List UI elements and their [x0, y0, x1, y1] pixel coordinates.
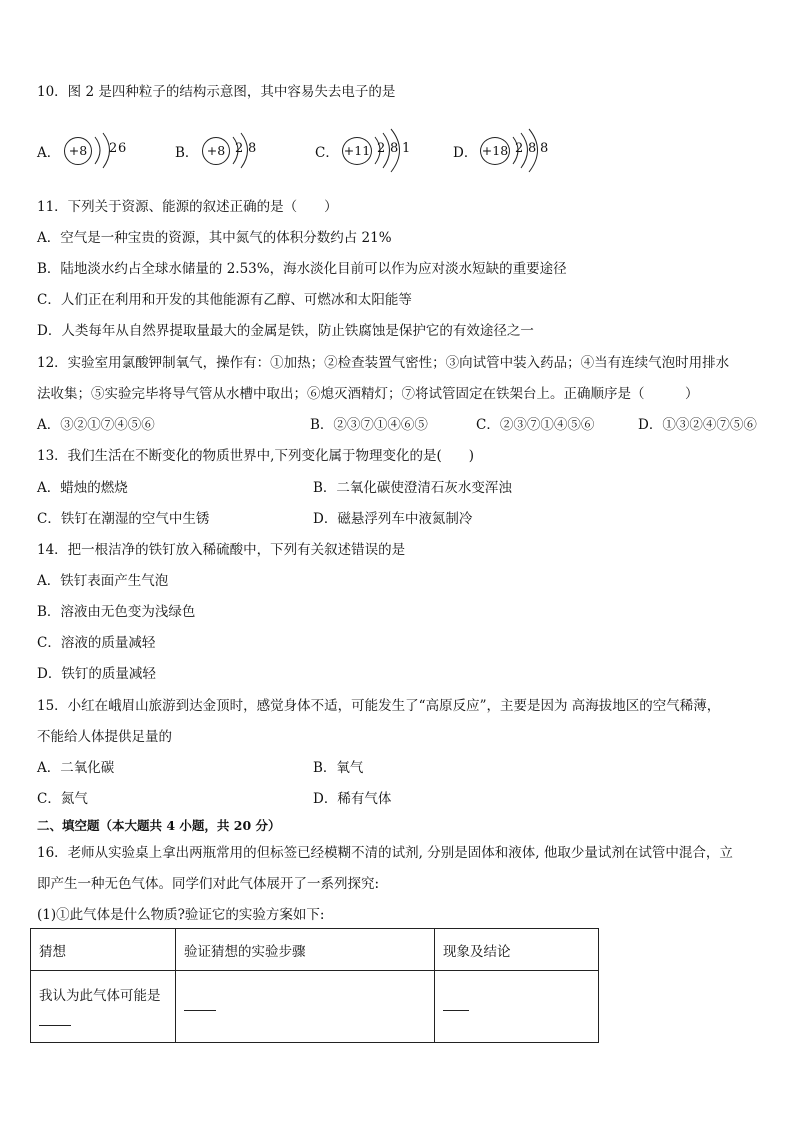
q12-option-a: A．③②①⑦④⑤⑥ [37, 417, 155, 433]
q11-option-d: D．人类每年从自然界提取量最大的金属是铁，防止铁腐蚀是保护它的有效途径之一 [37, 323, 534, 339]
table-row [31, 971, 599, 1043]
q10-stem: 10．图 2 是四种粒子的结构示意图，其中容易失去电子的是 [37, 84, 396, 100]
electron-count: 2 [235, 141, 244, 156]
guess-text: 我认为此气体可能是 [39, 987, 161, 1004]
q11-stem: 11．下列关于资源、能源的叙述正确的是（ ） [37, 199, 338, 215]
electron-count: 8 [248, 141, 257, 156]
answer-blank[interactable] [184, 1000, 216, 1011]
q15-option-a: A．二氧化碳 [37, 760, 115, 776]
experiment-table [30, 928, 599, 1043]
q15-stem-line2: 不能给人体提供足量的 [37, 729, 172, 745]
atom-diagram-c [315, 128, 445, 174]
q13-option-c: C．铁钉在潮湿的空气中生锈 [37, 511, 210, 527]
option-label: B． [175, 145, 199, 161]
nucleus: +18 [480, 137, 510, 165]
atom-diagram-d [453, 128, 583, 174]
electron-count: 8 [390, 141, 399, 156]
q14-option-b: B．溶液由无色变为浅绿色 [37, 604, 196, 620]
electron-count: 8 [540, 141, 549, 156]
electron-count: 2 [515, 141, 524, 156]
q15-option-d: D．稀有气体 [313, 791, 392, 807]
electron-shell-arcs [37, 128, 167, 174]
q13-option-d: D．磁悬浮列车中液氮制冷 [313, 511, 473, 527]
q16-stem-line2: 即产生一种无色气体。同学们对此气体展开了一系列探究: [37, 876, 380, 892]
q13-option-b: B．二氧化碳使澄清石灰水变浑浊 [313, 480, 512, 496]
nucleus: +8 [64, 137, 92, 165]
q13-option-a: A．蜡烛的燃烧 [37, 480, 128, 496]
answer-blank[interactable] [443, 1000, 469, 1011]
nucleus: +8 [202, 137, 230, 165]
q15-option-c: C．氮气 [37, 791, 88, 807]
section-heading: 二、填空题（本大题共 4 小题，共 20 分） [37, 818, 281, 833]
q16-sub1: (1)①此气体是什么物质?验证它的实验方案如下: [37, 907, 325, 923]
q14-stem: 14．把一根洁净的铁钉放入稀硫酸中，下列有关叙述错误的是 [37, 542, 406, 558]
atom-diagram-b [175, 128, 305, 174]
q16-stem-line1: 16．老师从实验桌上拿出两瓶常用的但标签已经模糊不清的试剂, 分别是固体和液体, 他取少量试剂在试管中混合，立 [37, 845, 733, 861]
table-cell [176, 971, 435, 1043]
q15-stem-line1: 15．小红在峨眉山旅游到达金顶时，感觉身体不适，可能发生了“高原反应”，主要是因为 高海拔地区的空气稀薄， [37, 698, 721, 714]
q14-option-a: A．铁钉表面产生气泡 [37, 573, 169, 589]
q12-stem-line2: 法收集；⑤实验完毕将导气管从水槽中取出；⑥熄灭酒精灯；⑦将试管固定在铁架台上。正确顺序是（ ） [37, 386, 699, 402]
table-cell [435, 971, 599, 1043]
answer-blank[interactable] [39, 1015, 71, 1026]
q11-option-a: A．空气是一种宝贵的资源，其中氮气的体积分数约占 21% [37, 230, 392, 246]
table-header: 现象及结论 [435, 929, 599, 971]
option-label: D． [453, 145, 478, 161]
q13-stem: 13．我们生活在不断变化的物质世界中,下列变化属于物理变化的是( ) [37, 448, 475, 464]
electron-count: 2 [109, 141, 118, 156]
q12-option-c: C．②③⑦①④⑤⑥ [476, 417, 595, 433]
q12-option-b: B．②③⑦①④⑥⑤ [310, 417, 428, 433]
table-header-row [31, 929, 599, 971]
q14-option-d: D．铁钉的质量减轻 [37, 666, 156, 682]
nucleus: +11 [342, 137, 372, 165]
option-label: C． [315, 145, 339, 161]
atom-diagram-a [37, 128, 167, 174]
electron-count: 2 [377, 141, 386, 156]
q14-option-c: C．溶液的质量减轻 [37, 635, 156, 651]
q11-option-b: B．陆地淡水约占全球水储量的 2.53%，海水淡化目前可以作为应对淡水短缺的重要途径 [37, 261, 567, 277]
q12-stem-line1: 12．实验室用氯酸钾制氧气，操作有：①加热；②检查装置气密性；③向试管中装入药品；④当有连续气泡时用排水 [37, 355, 730, 371]
electron-count: 8 [528, 141, 537, 156]
table-header: 验证猜想的实验步骤 [176, 929, 435, 971]
table-cell [31, 971, 176, 1043]
electron-count: 1 [402, 141, 411, 156]
option-label: A． [37, 145, 61, 161]
electron-count: 6 [118, 141, 127, 156]
q12-option-d: D．①③②④⑦⑤⑥ [638, 417, 757, 433]
q11-option-c: C．人们正在利用和开发的其他能源有乙醇、可燃冰和太阳能等 [37, 292, 412, 308]
q15-option-b: B．氧气 [313, 760, 364, 776]
table-header: 猜想 [31, 929, 176, 971]
